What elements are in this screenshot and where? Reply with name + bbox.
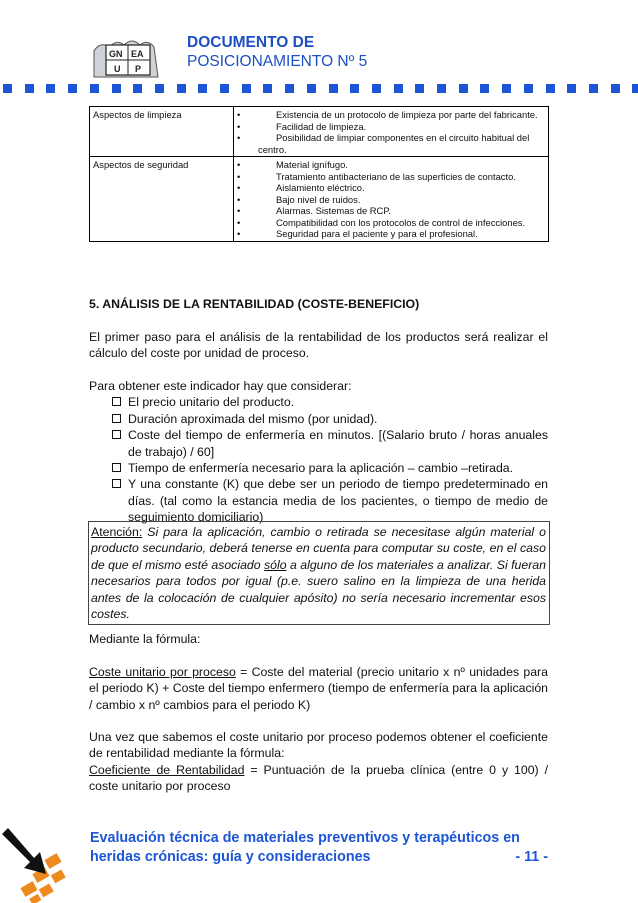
criteria-item: [237, 159, 544, 171]
decorative-square: [307, 84, 316, 93]
decorative-square: [394, 84, 403, 93]
decorative-square: [90, 84, 99, 93]
criteria-items: [234, 157, 549, 242]
indicator-block: [89, 378, 548, 526]
formula-cost-definition: = Coste del material (precio unitario x nº unidades para el periodo K) + Coste del tiempo enfermero (tiempo de enfermería para la aplicación / cambio x nº cambios para el periodo K): [89, 665, 548, 712]
decorative-square: [155, 84, 164, 93]
formula-coefficient: [89, 762, 548, 795]
checkbox-square-icon: [112, 414, 121, 423]
arrow-logo-icon: [0, 826, 70, 903]
indicator-list-item-text: Tiempo de enfermería necesario para la aplicación – cambio –retirada.: [128, 461, 514, 476]
criteria-item-text: Material ignífugo.: [276, 159, 348, 170]
attention-underlined-word: sólo: [264, 557, 287, 572]
bullet-icon: •: [237, 216, 241, 228]
decorative-square-row: [0, 84, 638, 96]
checkbox-square-icon: [112, 463, 121, 472]
decorative-square: [524, 84, 533, 93]
decorative-square: [46, 84, 55, 93]
bullet-icon: •: [237, 193, 241, 205]
footer-line1: Evaluación técnica de materiales preventivos y terapéuticos en: [90, 830, 520, 846]
decorative-square: [198, 84, 207, 93]
decorative-square: [372, 84, 381, 93]
page-footer: [90, 829, 548, 867]
svg-text:GN: GN: [109, 49, 123, 59]
decorative-square: [112, 84, 121, 93]
decorative-square: [177, 84, 186, 93]
criteria-item: [237, 171, 544, 183]
indicator-list-item-text: Y una constante (K) que debe ser un periodo de tiempo predeterminado en días. (tal como la estancia media de los pacientes, o tiempo de medio de seguimiento domiciliario): [128, 477, 548, 525]
svg-text:U: U: [114, 64, 121, 74]
criteria-item: [237, 109, 544, 121]
indicator-list-item-text: Duración aproximada del mismo (por unidad).: [128, 411, 378, 426]
decorative-square: [220, 84, 229, 93]
decorative-square: [502, 84, 511, 93]
document-title-line1: DOCUMENTO DE: [187, 34, 315, 51]
decorative-square: [350, 84, 359, 93]
decorative-square: [285, 84, 294, 93]
decorative-square: [263, 84, 272, 93]
document-title: [187, 33, 367, 71]
decorative-square: [3, 84, 12, 93]
indicator-list-item: [89, 427, 548, 460]
criteria-item-text: Tratamiento antibacteriano de las superficies de contacto.: [276, 170, 516, 182]
checkbox-square-icon: [112, 479, 121, 488]
formula-intro: Mediante la fórmula:: [89, 632, 201, 646]
criteria-item-text: Compatibilidad con los protocolos de control de infecciones.: [276, 216, 526, 228]
gneaupp-logo: [90, 37, 162, 79]
criteria-item: [237, 121, 544, 133]
criteria-item: [237, 132, 544, 155]
criteria-item-text: Posibilidad de limpiar componentes en el circuito habitual del centro.: [258, 132, 530, 155]
criteria-item-text: Alarmas. Sistemas de RCP.: [276, 205, 391, 216]
criteria-item: [237, 228, 544, 240]
decorative-square: [611, 84, 620, 93]
paragraph-intro: El primer paso para el análisis de la rentabilidad de los productos será realizar el cálculo del coste por unidad de proceso.: [89, 330, 548, 361]
criteria-item-text: Aislamiento eléctrico.: [276, 182, 365, 193]
page-header: [0, 0, 638, 90]
svg-text:P: P: [135, 64, 142, 74]
attention-text-part2: a alguno de los materiales a analizar. Si fueran necesarios para todos por igual (p.e. suero salino en la limpieza de una herida antes de la colocación de cualquier apósito) no sería necesario incrementar esos costes.: [91, 557, 546, 622]
indicator-list-item: [89, 460, 548, 476]
criteria-item: [237, 217, 544, 229]
paragraph-coefficient: Una vez que sabemos el coste unitario por proceso podemos obtener el coeficiente de rentabilidad mediante la fórmula:: [89, 730, 548, 761]
formula-cost-term: Coste unitario por proceso: [89, 665, 236, 679]
checkbox-square-icon: [112, 397, 121, 406]
decorative-square: [546, 84, 555, 93]
bullet-icon: •: [237, 228, 241, 239]
criteria-label: Aspectos de seguridad: [90, 157, 234, 242]
bullet-icon: •: [237, 109, 241, 120]
decorative-square: [68, 84, 77, 93]
decorative-square: [480, 84, 489, 93]
decorative-square: [329, 84, 338, 93]
formula-cost: [89, 664, 548, 713]
page-number: - 11 -: [515, 849, 548, 865]
indicator-list-item-text: El precio unitario del producto.: [128, 395, 295, 410]
criteria-row: [90, 157, 549, 242]
attention-text-part1: Si para la aplicación, cambio o retirada se necesitase algún material o producto secundario, deberá tenerse en cuenta para computar su coste, en el caso de que el mismo esté asociado: [91, 525, 546, 572]
bullet-icon: •: [237, 182, 241, 193]
decorative-square: [459, 84, 468, 93]
bullet-icon: •: [237, 159, 241, 170]
indicator-list-item: [89, 476, 548, 525]
bullet-icon: •: [237, 132, 241, 143]
section-heading: 5. ANÁLISIS DE LA RENTABILIDAD (COSTE-BENEFICIO): [89, 297, 420, 311]
criteria-items: [234, 107, 549, 157]
checkbox-square-icon: [112, 430, 121, 439]
criteria-table: [89, 106, 549, 242]
decorative-square: [242, 84, 251, 93]
criteria-item-text: Seguridad para el paciente y para el profesional.: [276, 228, 478, 239]
criteria-row: [90, 107, 549, 157]
criteria-item-text: Existencia de un protocolo de limpieza por parte del fabricante.: [276, 109, 538, 120]
svg-text:EA: EA: [131, 49, 144, 59]
bullet-icon: •: [237, 205, 241, 216]
indicator-list-item-text: Coste del tiempo de enfermería en minutos. [(Salario bruto / horas anuales de trabajo) / 60]: [128, 428, 548, 459]
indicator-list-item: [89, 394, 548, 410]
attention-label: Atención:: [91, 525, 143, 539]
decorative-square: [567, 84, 576, 93]
criteria-label: Aspectos de limpieza: [90, 107, 234, 157]
bullet-icon: •: [237, 170, 241, 182]
document-title-line2: POSICIONAMIENTO Nº 5: [187, 53, 368, 70]
indicator-list: [89, 394, 548, 525]
formula-coefficient-term: Coeficiente de Rentabilidad: [89, 763, 245, 777]
indicator-intro: Para obtener este indicador hay que considerar:: [89, 379, 352, 393]
criteria-item: [237, 205, 544, 217]
criteria-item-text: Facilidad de limpieza.: [276, 120, 367, 132]
decorative-square: [437, 84, 446, 93]
criteria-item-text: Bajo nivel de ruidos.: [276, 193, 361, 205]
attention-note: [88, 521, 550, 625]
decorative-square: [25, 84, 34, 93]
criteria-item: [237, 182, 544, 194]
criteria-item: [237, 194, 544, 206]
decorative-square: [632, 84, 638, 93]
decorative-square: [133, 84, 142, 93]
bullet-icon: •: [237, 120, 241, 132]
decorative-square: [589, 84, 598, 93]
footer-line2: heridas crónicas: guía y consideraciones: [90, 849, 371, 865]
formula-coefficient-definition: = Puntuación de la prueba clínica (entre 0 y 100) / coste unitario por proceso: [89, 763, 549, 794]
indicator-list-item: [89, 411, 548, 427]
decorative-square: [415, 84, 424, 93]
